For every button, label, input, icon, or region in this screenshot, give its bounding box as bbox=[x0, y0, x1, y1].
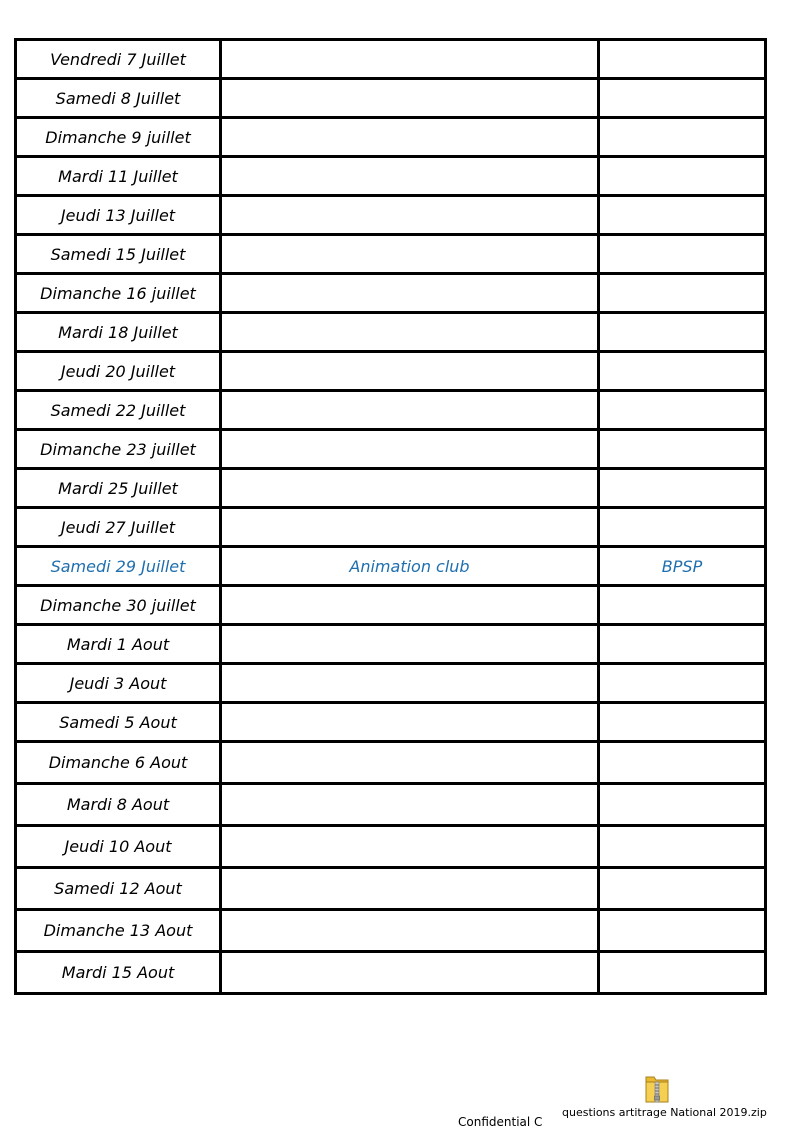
zip-attachment[interactable] bbox=[562, 1072, 767, 1124]
schedule-row-highlighted bbox=[16, 547, 766, 586]
date-cell: Mardi 1 Aout bbox=[16, 625, 221, 664]
confidentiality-label: Confidential C bbox=[458, 1115, 543, 1129]
attachment-filename[interactable]: questions artitrage National 2019.zip bbox=[562, 1106, 767, 1119]
club-cell bbox=[599, 586, 766, 625]
event-cell bbox=[221, 430, 599, 469]
date-cell: Mardi 11 Juillet bbox=[16, 157, 221, 196]
date-cell: Samedi 15 Juillet bbox=[16, 235, 221, 274]
date-cell: Vendredi 7 Juillet bbox=[16, 40, 221, 79]
club-cell bbox=[599, 952, 766, 994]
schedule-row bbox=[16, 313, 766, 352]
event-cell bbox=[221, 157, 599, 196]
date-cell: Dimanche 6 Aout bbox=[16, 742, 221, 784]
date-cell: Samedi 22 Juillet bbox=[16, 391, 221, 430]
date-cell: Mardi 15 Aout bbox=[16, 952, 221, 994]
event-cell bbox=[221, 508, 599, 547]
event-cell bbox=[221, 742, 599, 784]
club-cell bbox=[599, 235, 766, 274]
schedule-row bbox=[16, 40, 766, 79]
schedule-row bbox=[16, 868, 766, 910]
schedule-row bbox=[16, 664, 766, 703]
club-cell: BPSP bbox=[599, 547, 766, 586]
event-cell bbox=[221, 586, 599, 625]
schedule-row bbox=[16, 910, 766, 952]
club-cell bbox=[599, 826, 766, 868]
event-cell bbox=[221, 469, 599, 508]
date-cell: Samedi 5 Aout bbox=[16, 703, 221, 742]
schedule-row bbox=[16, 274, 766, 313]
club-cell bbox=[599, 352, 766, 391]
schedule-row bbox=[16, 703, 766, 742]
event-cell bbox=[221, 40, 599, 79]
date-cell: Samedi 12 Aout bbox=[16, 868, 221, 910]
schedule-row bbox=[16, 742, 766, 784]
event-cell bbox=[221, 625, 599, 664]
schedule-row bbox=[16, 625, 766, 664]
club-cell bbox=[599, 430, 766, 469]
club-cell bbox=[599, 910, 766, 952]
club-cell bbox=[599, 625, 766, 664]
schedule-row bbox=[16, 235, 766, 274]
club-cell bbox=[599, 313, 766, 352]
club-cell bbox=[599, 703, 766, 742]
schedule-row bbox=[16, 79, 766, 118]
club-cell bbox=[599, 274, 766, 313]
event-cell bbox=[221, 391, 599, 430]
schedule-row bbox=[16, 952, 766, 994]
schedule-row bbox=[16, 784, 766, 826]
date-cell: Jeudi 10 Aout bbox=[16, 826, 221, 868]
date-cell: Dimanche 9 juillet bbox=[16, 118, 221, 157]
event-cell bbox=[221, 826, 599, 868]
schedule-row bbox=[16, 430, 766, 469]
event-cell bbox=[221, 196, 599, 235]
schedule-row bbox=[16, 586, 766, 625]
event-cell bbox=[221, 235, 599, 274]
schedule-row bbox=[16, 157, 766, 196]
date-cell: Mardi 18 Juillet bbox=[16, 313, 221, 352]
date-cell: Mardi 25 Juillet bbox=[16, 469, 221, 508]
date-cell: Jeudi 3 Aout bbox=[16, 664, 221, 703]
club-cell bbox=[599, 508, 766, 547]
date-cell: Jeudi 20 Juillet bbox=[16, 352, 221, 391]
event-cell bbox=[221, 79, 599, 118]
event-cell bbox=[221, 868, 599, 910]
schedule-row bbox=[16, 469, 766, 508]
date-cell: Samedi 29 Juillet bbox=[16, 547, 221, 586]
date-cell: Jeudi 13 Juillet bbox=[16, 196, 221, 235]
club-cell bbox=[599, 118, 766, 157]
date-cell: Dimanche 13 Aout bbox=[16, 910, 221, 952]
club-cell bbox=[599, 742, 766, 784]
schedule-row bbox=[16, 118, 766, 157]
date-cell: Samedi 8 Juillet bbox=[16, 79, 221, 118]
club-cell bbox=[599, 391, 766, 430]
event-cell bbox=[221, 313, 599, 352]
club-cell bbox=[599, 196, 766, 235]
event-cell bbox=[221, 784, 599, 826]
date-cell: Dimanche 16 juillet bbox=[16, 274, 221, 313]
event-cell bbox=[221, 118, 599, 157]
club-cell bbox=[599, 79, 766, 118]
date-cell: Mardi 8 Aout bbox=[16, 784, 221, 826]
schedule-table bbox=[14, 38, 767, 995]
schedule-row bbox=[16, 826, 766, 868]
event-cell: Animation club bbox=[221, 547, 599, 586]
event-cell bbox=[221, 664, 599, 703]
zip-folder-icon[interactable] bbox=[644, 1072, 670, 1104]
event-cell bbox=[221, 352, 599, 391]
event-cell bbox=[221, 952, 599, 994]
schedule-body bbox=[16, 40, 766, 994]
event-cell bbox=[221, 274, 599, 313]
date-cell: Dimanche 30 juillet bbox=[16, 586, 221, 625]
date-cell: Dimanche 23 juillet bbox=[16, 430, 221, 469]
event-cell bbox=[221, 703, 599, 742]
club-cell bbox=[599, 157, 766, 196]
club-cell bbox=[599, 868, 766, 910]
schedule-row bbox=[16, 391, 766, 430]
event-cell bbox=[221, 910, 599, 952]
schedule-row bbox=[16, 508, 766, 547]
club-cell bbox=[599, 784, 766, 826]
club-cell bbox=[599, 40, 766, 79]
schedule-row bbox=[16, 196, 766, 235]
schedule-row bbox=[16, 352, 766, 391]
date-cell: Jeudi 27 Juillet bbox=[16, 508, 221, 547]
club-cell bbox=[599, 664, 766, 703]
club-cell bbox=[599, 469, 766, 508]
